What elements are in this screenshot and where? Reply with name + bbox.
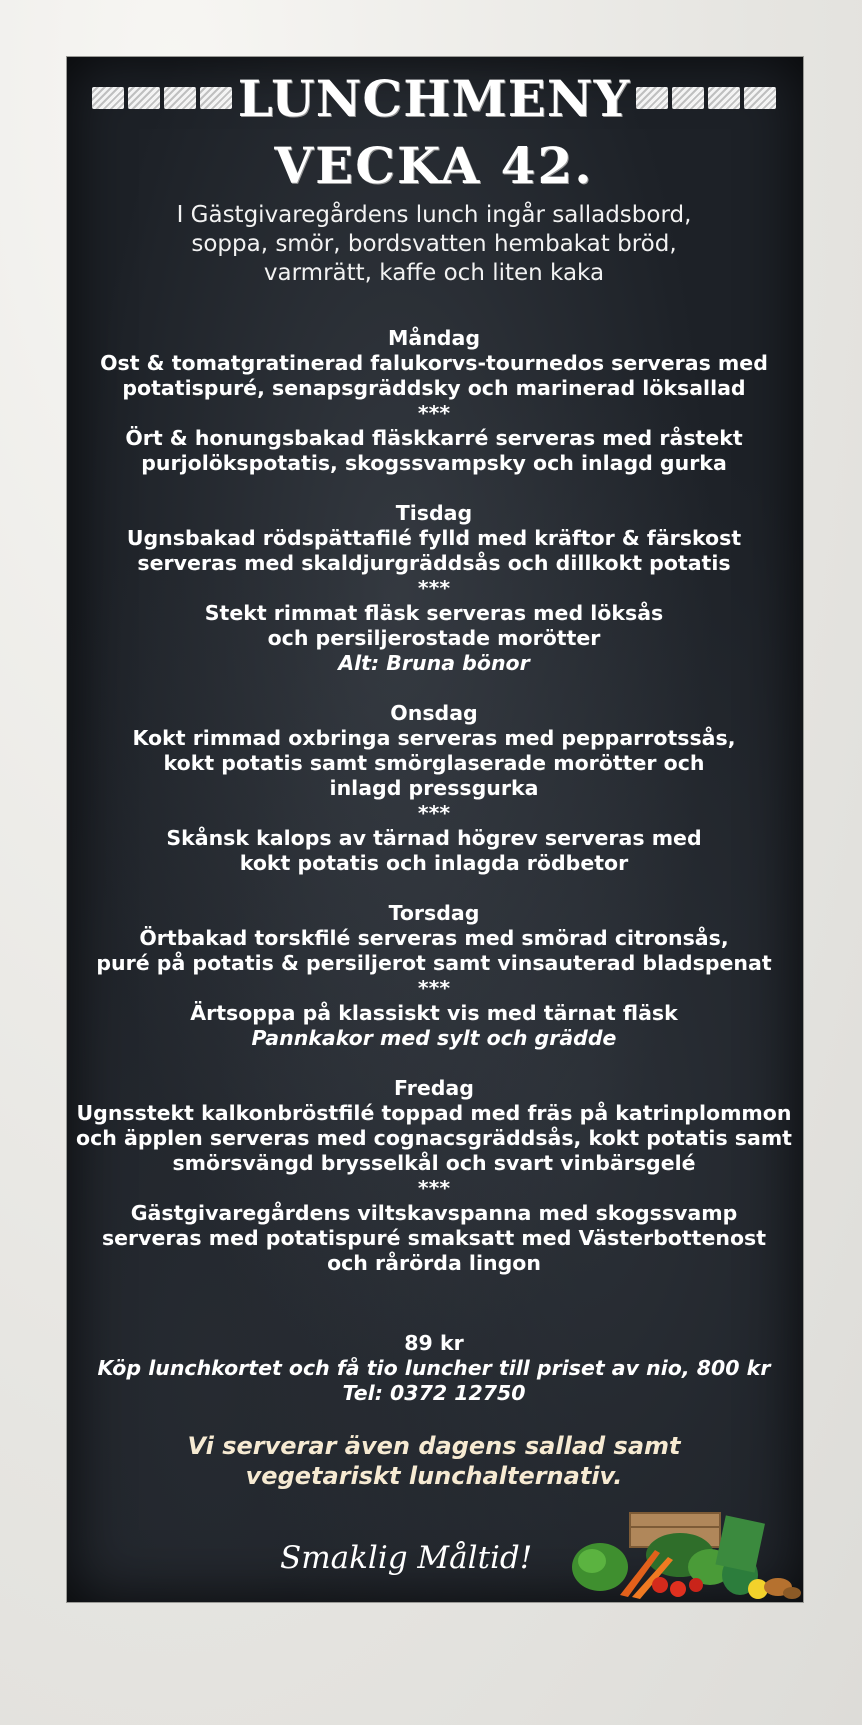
lunch-card-offer: Köp lunchkortet och få tio luncher till priset av nio, 800 kr [97, 1356, 771, 1380]
right-dashes-decoration [636, 87, 776, 109]
day-thursday [66, 901, 802, 1051]
menu-header [66, 62, 802, 288]
menu-days [66, 326, 802, 1301]
day-friday [66, 1076, 802, 1276]
dish-secondary: Stekt rimmat fläsk serveras med löksås och persiljerostade morötter [204, 601, 664, 650]
dish-alternative: Pannkakor med sylt och grädde [251, 1026, 617, 1050]
phone-number: Tel: 0372 12750 [342, 1381, 526, 1405]
dish-separator: *** [417, 976, 451, 1000]
day-name: Måndag [387, 326, 480, 350]
dish-primary: Ugnsbakad rödspättafilé fylld med kräftor & färskost serveras med skaldjurgräddsås och dillkokt potatis [126, 526, 742, 575]
dish-primary: Kokt rimmad oxbringa serveras med pepparrotssås, kokt potatis samt smörglaserade morötter och inlagd pressgurka [132, 726, 736, 800]
day-monday [66, 326, 802, 476]
dish-primary: Ugnsstekt kalkonbröstfilé toppad med fräs på katrinplommon och äpplen serveras med cognacsgräddsås, kokt potatis samt smörsvängd brysselkål och svart vinbärsgelé [76, 1101, 792, 1175]
day-tuesday [66, 501, 802, 676]
dish-separator: *** [417, 576, 451, 600]
vegetables-illustration [570, 1505, 802, 1601]
day-name: Torsdag [388, 901, 480, 925]
dish-primary: Ost & tomatgratinerad falukorvs-tournedos serveras med potatispuré, senapsgräddsky och marinerad löksallad [100, 351, 768, 400]
salad-note: Vi serverar även dagens sallad samt vegetariskt lunchalternativ. [187, 1432, 681, 1490]
dish-secondary: Skånsk kalops av tärnad högrev serveras med kokt potatis och inlagda rödbetor [166, 826, 702, 875]
signoff: Smaklig Måltid! [280, 1540, 533, 1576]
day-wednesday [66, 701, 802, 876]
day-name: Fredag [394, 1076, 474, 1100]
title-row [66, 62, 802, 134]
day-name: Tisdag [395, 501, 473, 525]
dish-secondary: Ört & honungsbakad fläskkarré serveras med råstekt purjolökspotatis, skogssvampsky och inlagd gurka [125, 426, 743, 475]
left-dashes-decoration [92, 87, 232, 109]
dish-separator: *** [417, 801, 451, 825]
intro-text: I Gästgivaregårdens lunch ingår salladsbord, soppa, smör, bordsvatten hembakat bröd, varmrätt, kaffe och liten kaka [176, 202, 692, 286]
week-label: VECKA 42. [274, 136, 594, 195]
day-name: Onsdag [390, 701, 478, 725]
dish-secondary: Gästgivaregårdens viltskavspanna med skogssvamp serveras med potatispuré smaksatt med Västerbottenost och rårörda lingon [101, 1201, 767, 1275]
pricing [66, 1331, 802, 1406]
dish-secondary: Ärtsoppa på klassiskt vis med tärnat fläsk [190, 1001, 678, 1025]
dish-primary: Örtbakad torskfilé serveras med smörad citronsås, puré på potatis & persiljerot samt vinsauterad bladspenat [96, 926, 772, 975]
dish-separator: *** [417, 1176, 451, 1200]
menu-title: LUNCHMENY [237, 68, 631, 128]
dish-alternative: Alt: Bruna bönor [338, 651, 530, 675]
price: 89 kr [404, 1331, 464, 1355]
dish-separator: *** [417, 401, 451, 425]
